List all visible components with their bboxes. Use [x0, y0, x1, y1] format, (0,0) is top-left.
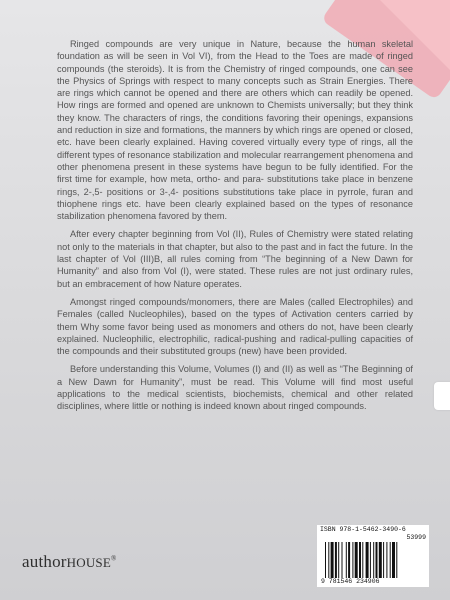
paragraph-1: Ringed compounds are very unique in Nature, because the human skeletal foundation as will be seen in Vol VI), from the Head to the Toes are made of ringed compounds (the steroids). It is from the Chemistry of ringed compounds, one can see the Physics of Springs with respect to many concepts such as Strain Energies. There are rings which cannot be opened and there are others which can readily be opened. How rings are formed and opened are unknown to Chemists universally; but they think they know. The characters of rings, the conditions favoring their openings, expansions and reduction in size and formations, the manners by which rings are opened or closed, etc. have been clearly explained. Having covered virtually every type of rings, all the different types of resonance stabilization and molecular rearrangement phenomena and other phenomena present in these systems have begun to be fully identified. For the first time for example, how meta, ortho- and para- substitutions take place in benzene rings, 2-,5- positions or 3-,4- positions substitutions take place in pyrrole, furan and thiophene rings etc. have been clearly explained based on the types of resonance stabilization phenomena favored by them.: [57, 39, 413, 222]
publisher-name-upper: HOUSE: [66, 555, 111, 570]
isbn-label: ISBN 978-1-5462-3490-6: [320, 526, 406, 533]
barcode-bars: [325, 542, 421, 578]
paragraph-2: After every chapter beginning from Vol (II), Rules of Chemistry were stated relating not only to the materials in that chapter, but also to the past and in fact the future. In the last chapter of Vol (III)B, all rules coming from “The beginning of a New Dawn for Humanity” and also from Vol (I), were stated. These rules are not just ordinary rules, but an embracement of how Nature operates.: [57, 229, 413, 289]
decorative-tab: [434, 382, 450, 410]
paragraph-4: Before understanding this Volume, Volumes (I) and (II) as well as “The Beginning of a New Dawn for Humanity”, must be read. This Volume will find most useful applications to the medical scientists, biochemists, chemical and other related disciplines, where little or nothing is indeed known about ringed compounds.: [57, 364, 413, 412]
registered-mark: ®: [110, 554, 117, 563]
blurb-text: [57, 38, 413, 419]
price-code: 53999: [406, 534, 426, 541]
barcode: [317, 525, 429, 587]
paragraph-3: Amongst ringed compounds/monomers, there are Males (called Electrophiles) and Females (called Nucleophiles), based on the types of Activation centers carried by them Why some favor being used as monomers and others do not, have been clearly explained. Nucleophilic, electrophilic, radical-pushing and radical-pulling capacities of the compounds and their substituted groups (new) have been provided.: [57, 296, 413, 357]
barcode-digits: 9 781546 234906: [321, 578, 380, 585]
publisher-logo: [22, 552, 117, 572]
publisher-name-lower: author: [22, 552, 67, 571]
